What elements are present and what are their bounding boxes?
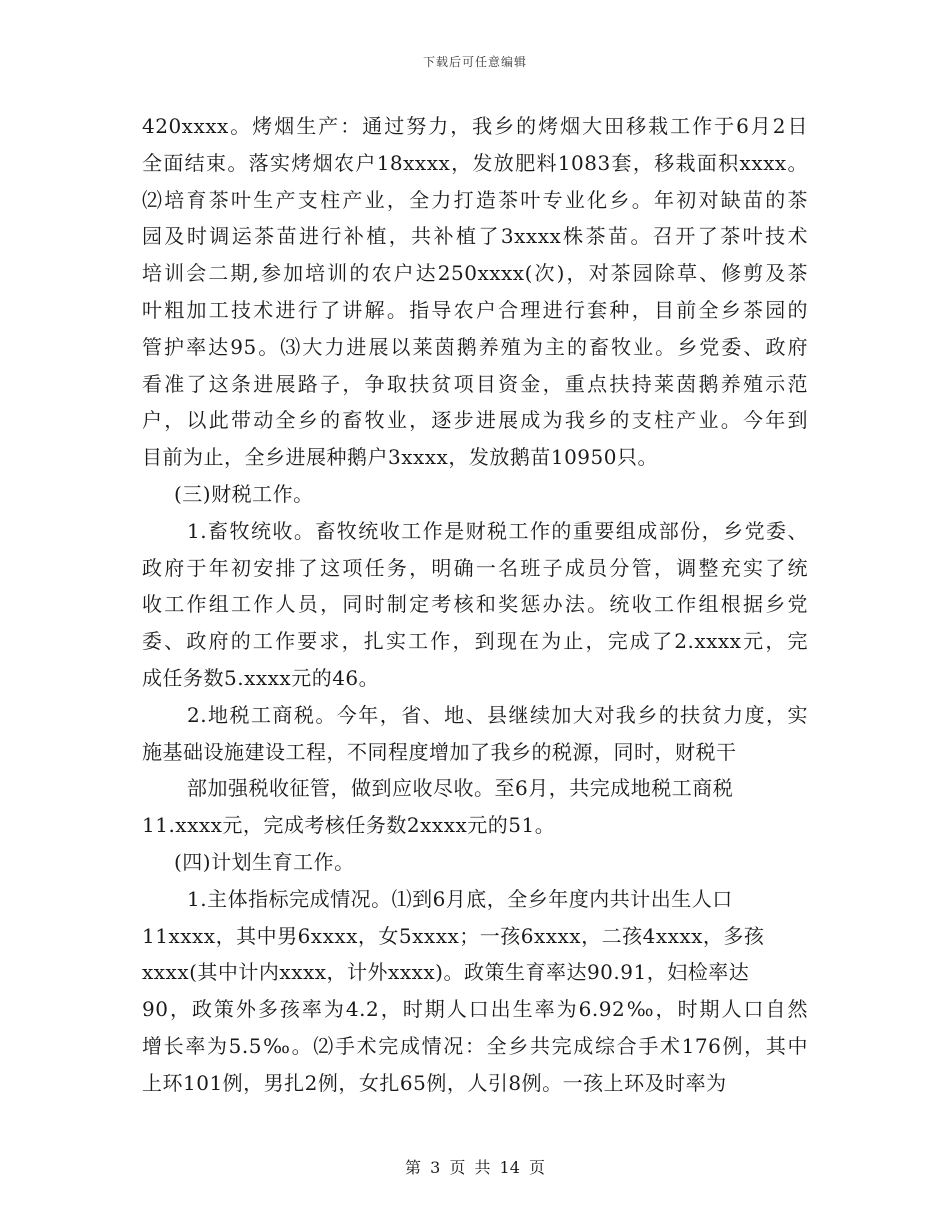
- text-line: 管护率达95。⑶大力进展以莱茵鹅养殖为主的畜牧业。乡党委、政府: [142, 334, 808, 359]
- text-line: 目前为止，全乡进展种鹅户3xxxx，发放鹅苗10950只。: [142, 445, 658, 470]
- text-line: 11.xxxx元，完成考核任务数2xxxx元的51。: [142, 813, 556, 838]
- text-line: 叶粗加工技术进行了讲解。指导农户合理进行套种，目前全乡茶园的: [142, 297, 808, 322]
- page-footer: 第 3 页 共 14 页: [405, 1158, 545, 1177]
- text-line: 部加强税收征管，做到应收尽收。至6月，共完成地税工商税: [187, 776, 734, 801]
- text-line: 收工作组工作人员，同时制定考核和奖惩办法。统收工作组根据乡党: [142, 592, 808, 617]
- text-line: 成任务数5.xxxx元的46。: [142, 665, 380, 690]
- text-line: 施基础设施建设工程，不同程度增加了我乡的税源，同时，财税干: [142, 739, 737, 764]
- text-line: 1.畜牧统收。畜牧统收工作是财税工作的重要组成部份，乡党委、: [187, 518, 808, 543]
- text-line: 90，政策外多孩率为4.2，时期人口出生率为6.92‰，时期人口自然: [142, 997, 808, 1022]
- section-heading: (四)计划生育工作。: [174, 849, 355, 874]
- text-line: 户，以此带动全乡的畜牧业，逐步进展成为我乡的支柱产业。今年到: [142, 408, 808, 433]
- text-line: 委、政府的工作要求，扎实工作，到现在为止，完成了2.xxxx元，完: [142, 629, 808, 654]
- page-header: 下载后可任意编辑: [422, 55, 527, 69]
- text-line: 2.地税工商税。今年，省、地、县继续加大对我乡的扶贫力度，实: [187, 702, 808, 727]
- text-line: 1.主体指标完成情况。⑴到6月底，全乡年度内共计出生人口: [187, 886, 733, 911]
- text-line: 11xxxx，其中男6xxxx，女5xxxx；一孩6xxxx，二孩4xxxx，多孩: [142, 923, 765, 948]
- text-line: 上环101例，男扎2例，女扎65例，人引8例。一孩上环及时率为: [142, 1070, 727, 1095]
- text-line: 培训会二期,参加培训的农户达250xxxx(次)，对茶园除草、修剪及茶: [142, 261, 808, 286]
- text-line: 园及时调运茶苗进行补植，共补植了3xxxx株茶苗。召开了茶叶技术: [142, 224, 808, 249]
- text-line: 全面结束。落实烤烟农户18xxxx，发放肥料1083套，移栽面积xxxx。: [142, 150, 808, 175]
- text-line: 看准了这条进展路子，争取扶贫项目资金，重点扶持莱茵鹅养殖示范: [142, 371, 808, 396]
- text-line: 增长率为5.5‰。⑵手术完成情况：全乡共完成综合手术176例，其中: [142, 1033, 808, 1058]
- text-line: 420xxxx。烤烟生产：通过努力，我乡的烤烟大田移栽工作于6月2日: [142, 114, 808, 138]
- document-body: [142, 108, 808, 1102]
- section-heading: (三)财税工作。: [174, 481, 314, 506]
- text-line: ⑵培育茶叶生产支柱产业，全力打造茶叶专业化乡。年初对缺苗的茶: [142, 187, 808, 212]
- text-line: 政府于年初安排了这项任务，明确一名班子成员分管，调整充实了统: [142, 555, 808, 580]
- text-line: xxxx(其中计内xxxx，计外xxxx)。政策生育率达90.91，妇检率达: [142, 960, 750, 985]
